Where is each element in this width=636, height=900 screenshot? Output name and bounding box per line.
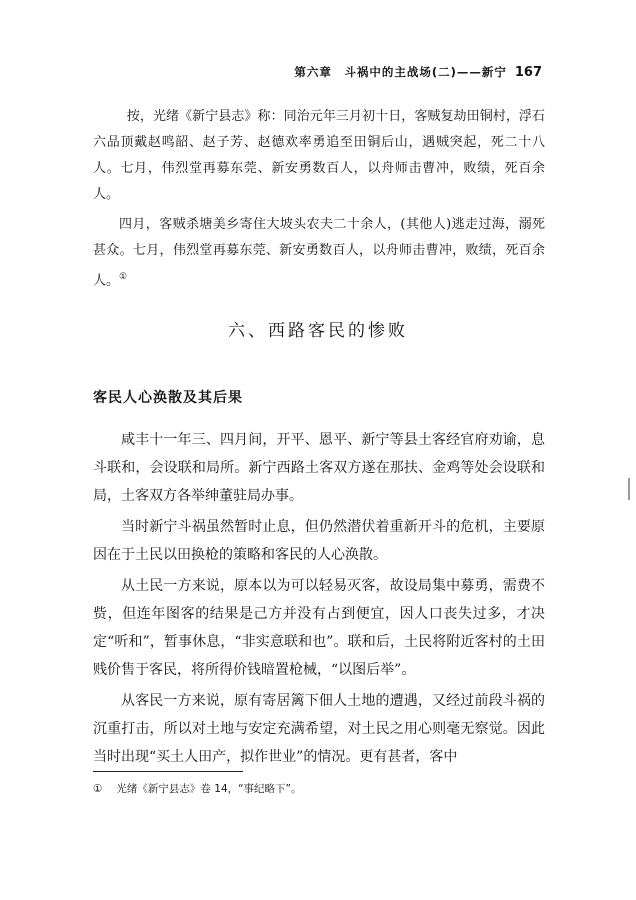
footnote	[93, 781, 302, 796]
quoted-passage	[93, 104, 545, 294]
subheading: 客民人心涣散及其后果	[93, 390, 243, 406]
footnote-mark: ①	[93, 783, 103, 795]
quote-paragraph	[93, 212, 545, 294]
section-title: 六、西路客民的惨败	[228, 321, 408, 341]
body-paragraph: 从土民一方来说，原本以为可以轻易灭客，故设局集中募勇，需费不赀，但连年图客的结果是己方并没有占到便宜，因人口丧失过多，才决定“听和”，暂事休息，“非实意联和也”。联和后，土民将附近客村的土田贱价售于客民，将所得价钱暗置枪械，“以图后举”。	[93, 578, 545, 678]
running-header	[294, 64, 542, 80]
footnote-text: 光绪《新宁县志》卷 14，“事纪略下”。	[116, 783, 302, 795]
body-paragraph: 咸丰十一年三、四月间，开平、恩平、新宁等县土客经官府劝谕，息斗联和，会设联和局所。新宁西路土客双方遂在那扶、金鸡等处会设联和局，土客双方各举绅董驻局办事。	[93, 432, 545, 504]
body-text	[93, 426, 545, 774]
footnote-reference: ①	[119, 272, 128, 282]
page-number: 167	[514, 65, 542, 80]
scan-edge-mark	[628, 478, 630, 500]
chapter-title: 第六章 斗祸中的主战场(二)——新宁	[294, 65, 507, 79]
quote-paragraph: 按，光绪《新宁县志》称：同治元年三月初十日，客贼复劫田铜村，浮石六品顶戴赵鸣韶、赵子芳、赵德欢率勇追至田铜后山，遇贼突起，死二十八人。七月，伟烈堂再募东莞、新安勇数百人，以舟师击曹冲，败绩，死百余人。	[93, 109, 545, 202]
body-paragraph: 当时新宁斗祸虽然暂时止息，但仍然潜伏着重新开斗的危机，主要原因在于土民以田换枪的策略和客民的人心涣散。	[93, 519, 545, 563]
footnote-divider	[93, 771, 243, 772]
body-paragraph: 从客民一方来说，原有寄居篱下佃人土地的遭遇，又经过前段斗祸的沉重打击，所以对土地与安定充满希望，对土民之用心则毫无察觉。因此当时出现“买土人田产，拟作世业”的情况。更有甚者，客中	[93, 693, 545, 765]
quote-paragraph-text: 四月，客贼杀塘美乡寄住大坡头农夫二十余人，(其他人)逃走过海，溺死甚众。七月，伟烈堂再募东莞、新安勇数百人，以舟师击曹冲，败绩，死百余人。	[93, 217, 545, 289]
